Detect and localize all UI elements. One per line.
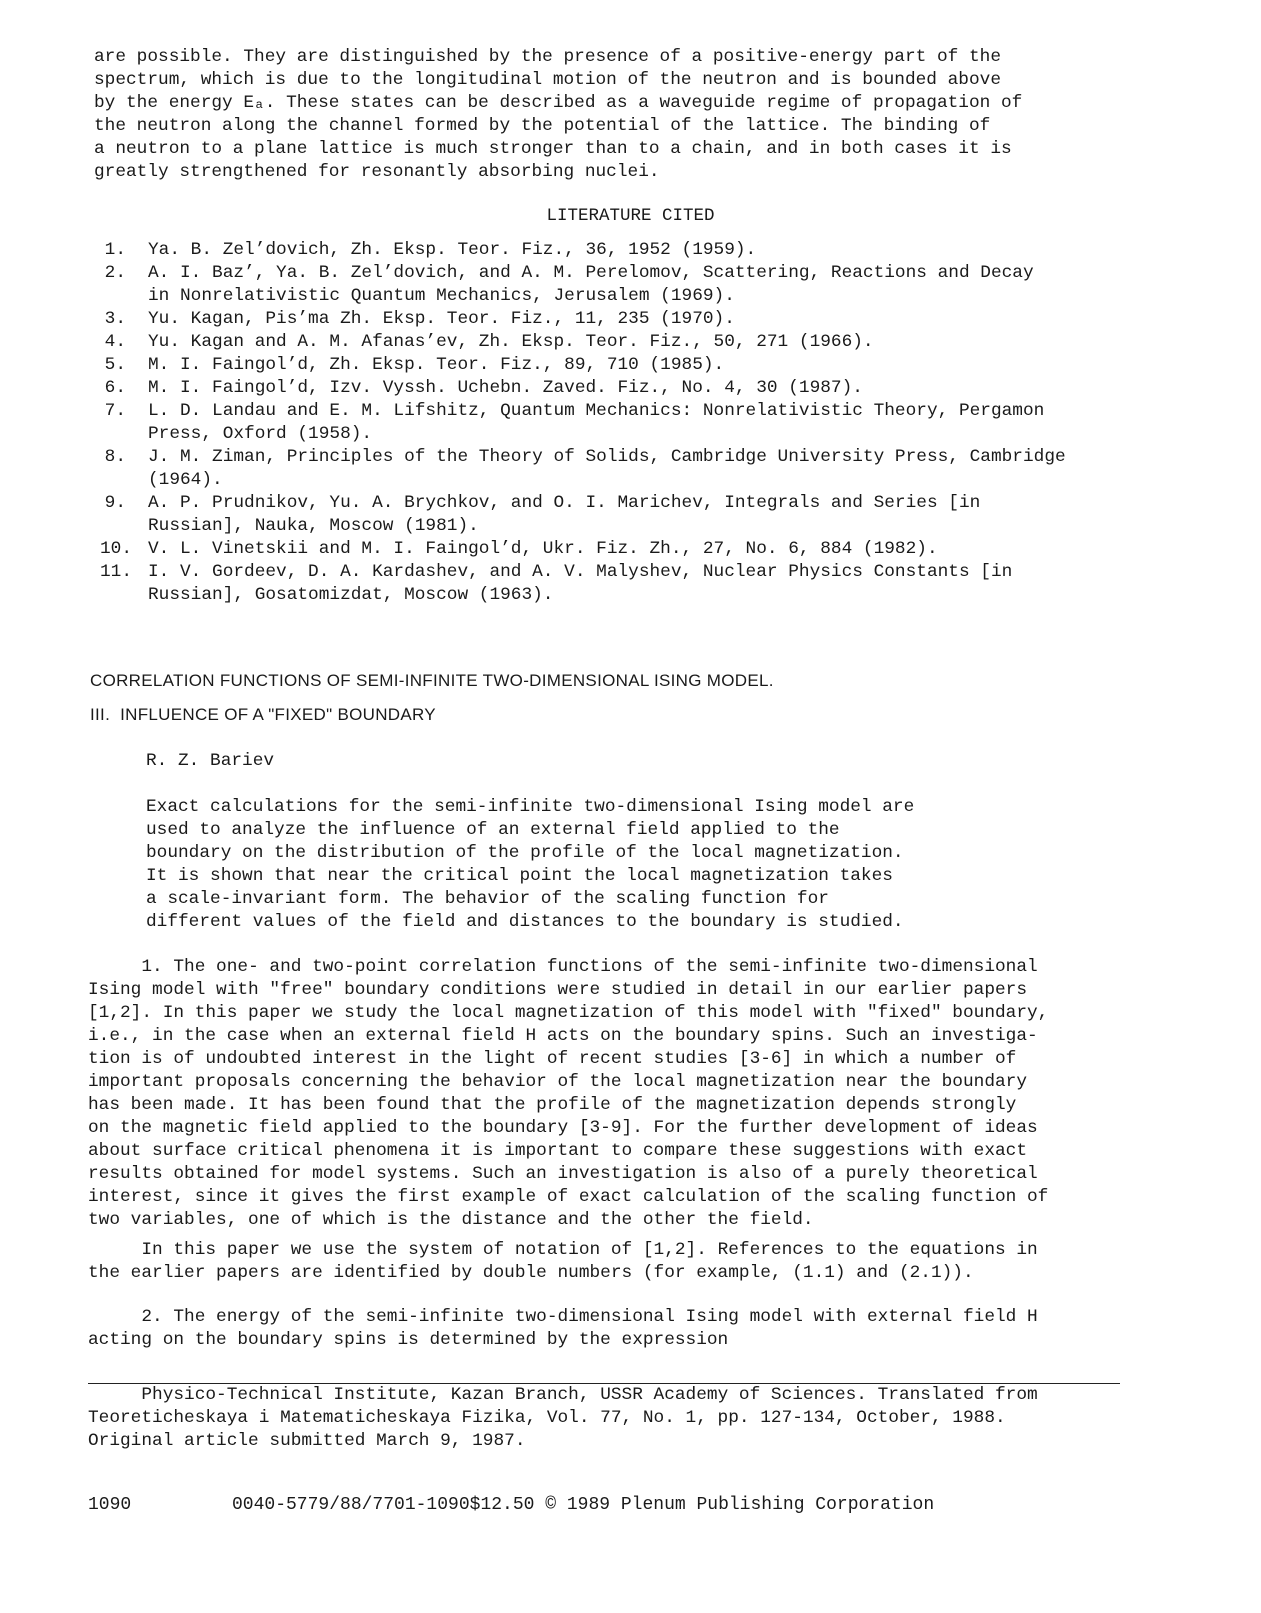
reference-number: 4. xyxy=(104,332,126,352)
reference-number: 10. xyxy=(100,539,133,559)
reference-item xyxy=(100,262,1130,308)
reference-text: J. M. Ziman, Principles of the Theory of Solids, Cambridge University Press, Cambridge (1964). xyxy=(148,447,1066,490)
reference-item xyxy=(100,561,1130,607)
intro-paragraph: are possible. They are distinguished by the presence of a positive-energy part of the spectrum, which is due to the longitudinal motion of the neutron and is bounded above by the energy Eₐ. These states can be described as a waveguide regime of propagation of the neutron along the channel formed by the potential of the lattice. The binding of a neutron to a plane lattice is much stronger than to a chain, and in both cases it is greatly strengthened for resonantly absorbing nuclei. xyxy=(94,47,1023,182)
reference-text: Ya. B. Zel’dovich, Zh. Eksp. Teor. Fiz., 36, 1952 (1959). xyxy=(148,240,757,260)
reference-item xyxy=(100,308,1130,331)
section-1-paragraph: 1. The one- and two-point correlation functions of the semi-infinite two-dimensional Ising model with "free" boundary conditions were studied in detail in our earlier papers [1,2]. In this paper we study the local magnetization of this model with "fixed" boundary, i.e., in the case when an external field H acts on the boundary spins. Such an investiga- tion is of undoubted interest in the light of recent studies [3-6] in which a number of important proposals concerning the behavior of the local magnetization near the boundary has been made. It has been found that the profile of the magnetization depends strongly on the magnetic field applied to the boundary [3-9]. For the further development of ideas about surface critical phenomena it is important to compare these suggestions with exact results obtained for model systems. Such an investigation is also of a purely theoretical interest, since it gives the first example of exact calculation of the scaling function of two variables, one of which is the distance and the other the field. xyxy=(88,957,1049,1230)
reference-text: Yu. Kagan, Pis’ma Zh. Eksp. Teor. Fiz., 11, 235 (1970). xyxy=(148,309,735,329)
reference-number: 3. xyxy=(104,309,126,329)
author: R. Z. Bariev xyxy=(146,751,275,771)
reference-text: A. I. Baz’, Ya. B. Zel’dovich, and A. M. Perelomov, Scattering, Reactions and Decay in Nonrelativistic Quantum Mechanics, Jerusalem (1969). xyxy=(148,263,1034,306)
abstract: Exact calculations for the semi-infinite two-dimensional Ising model are used to analyze the influence of an external field applied to the boundary on the distribution of the profile of the local magnetization. It is shown that near the critical point the local magnetization takes a scale-invariant form. The behavior of the scaling function for different values of the field and distances to the boundary is studied. xyxy=(146,797,915,932)
section-2-paragraph: 2. The energy of the semi-infinite two-dimensional Ising model with external field H acting on the boundary spins is determined by the expression xyxy=(88,1307,1038,1350)
reference-item xyxy=(100,331,1130,354)
page-number: 1090 xyxy=(88,1495,132,1515)
reference-item xyxy=(100,354,1130,377)
reference-number: 1. xyxy=(104,240,126,260)
reference-item xyxy=(100,538,1130,561)
reference-number: 8. xyxy=(104,447,126,467)
article-subtitle: III. INFLUENCE OF A "FIXED" BOUNDARY xyxy=(90,705,436,724)
reference-number: 6. xyxy=(104,378,126,398)
reference-item xyxy=(100,239,1130,262)
reference-text: M. I. Faingol’d, Zh. Eksp. Teor. Fiz., 89, 710 (1985). xyxy=(148,355,725,375)
reference-item xyxy=(100,492,1130,538)
literature-cited-heading: LITERATURE CITED xyxy=(546,206,715,226)
reference-text: L. D. Landau and E. M. Lifshitz, Quantum Mechanics: Nonrelativistic Theory, Pergamon Press, Oxford (1958). xyxy=(148,401,1045,444)
reference-number: 11. xyxy=(100,562,133,582)
article-title: CORRELATION FUNCTIONS OF SEMI-INFINITE TWO-DIMENSIONAL ISING MODEL. xyxy=(90,671,774,690)
reference-number: 9. xyxy=(104,493,126,513)
footnote: Physico-Technical Institute, Kazan Branch, USSR Academy of Sciences. Translated from Teoreticheskaya i Matematicheskaya Fizika, Vol. 77, No. 1, pp. 127-134, October, 1988. Original article submitted March 9, 1987. xyxy=(88,1385,1038,1451)
reference-number: 7. xyxy=(104,401,126,421)
reference-number: 5. xyxy=(104,355,126,375)
reference-text: V. L. Vinetskii and M. I. Faingol’d, Ukr. Fiz. Zh., 27, No. 6, 884 (1982). xyxy=(148,539,938,559)
reference-text: A. P. Prudnikov, Yu. A. Brychkov, and O. I. Marichev, Integrals and Series [in Russian], Nauka, Moscow (1981). xyxy=(148,493,981,536)
reference-item xyxy=(100,377,1130,400)
reference-text: Yu. Kagan and A. M. Afanas’ev, Zh. Eksp. Teor. Fiz., 50, 271 (1966). xyxy=(148,332,874,352)
copyright-line: 0040-5779/88/7701-1090$12.50 © 1989 Plenum Publishing Corporation xyxy=(232,1495,935,1515)
reference-text: I. V. Gordeev, D. A. Kardashev, and A. V. Malyshev, Nuclear Physics Constants [in Russian], Gosatomizdat, Moscow (1963). xyxy=(148,562,1013,605)
reference-text: M. I. Faingol’d, Izv. Vyssh. Uchebn. Zaved. Fiz., No. 4, 30 (1987). xyxy=(148,378,863,398)
reference-number: 2. xyxy=(104,263,126,283)
reference-item xyxy=(100,446,1130,492)
notation-paragraph: In this paper we use the system of notation of [1,2]. References to the equations in the earlier papers are identified by double numbers (for example, (1.1) and (2.1)). xyxy=(88,1240,1038,1283)
reference-item xyxy=(100,400,1130,446)
reference-list xyxy=(100,239,1130,607)
